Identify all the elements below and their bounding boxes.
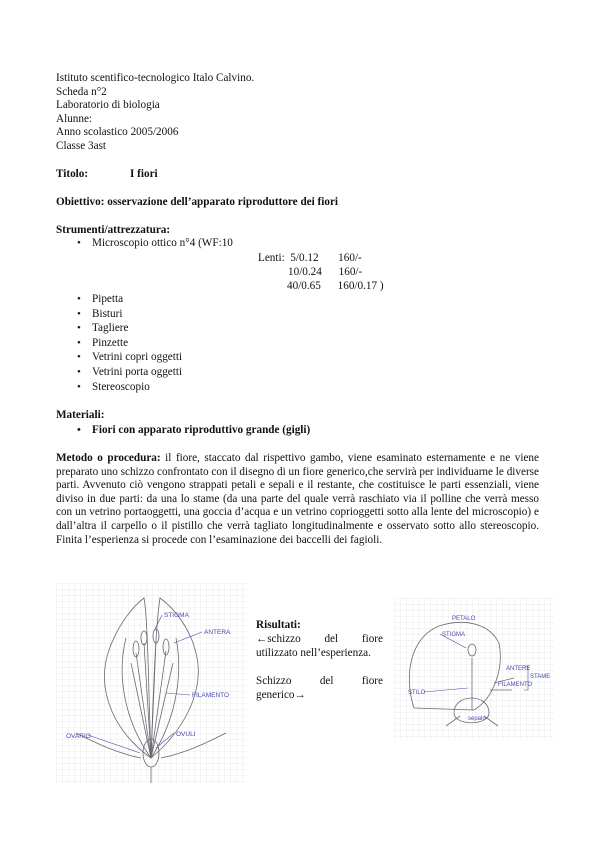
sheet-number: Scheda n°2 bbox=[56, 85, 107, 98]
materials-heading: Materiali: bbox=[56, 409, 105, 421]
title-line bbox=[56, 168, 540, 182]
list-item: • Bisturi bbox=[56, 308, 540, 323]
list-item: • Vetrini copri oggetti bbox=[56, 351, 540, 366]
class-name: Classe 3ast bbox=[56, 139, 107, 152]
results-line-3: Schizzo del fiore bbox=[256, 675, 383, 687]
list-item: • Pinzette bbox=[56, 337, 540, 352]
flower-sketch-left bbox=[56, 583, 246, 783]
label-ovario: OVARIO bbox=[66, 733, 91, 740]
instruments-list bbox=[56, 293, 540, 395]
list-item: • Pipetta bbox=[56, 293, 540, 308]
label-stame: STAME bbox=[530, 674, 551, 680]
title-value: I fiori bbox=[130, 168, 158, 180]
results-section bbox=[256, 618, 383, 702]
list-item: • Tagliere bbox=[56, 322, 540, 337]
label-sepalo: sepalo bbox=[468, 716, 486, 722]
objective: Obiettivo: osservazione dell’apparato riproduttore dei fiori bbox=[56, 196, 339, 208]
list-item: • Vetrini porta oggetti bbox=[56, 366, 540, 381]
results-line-1: ←schizzo del fiore bbox=[256, 633, 383, 645]
label-antera: ANTERA bbox=[204, 629, 231, 636]
results-heading: Risultati: bbox=[256, 619, 301, 631]
label-antere: ANTERE bbox=[506, 666, 531, 672]
lab-name: Laboratorio di biologia bbox=[56, 99, 160, 112]
label-stigma-right: STIGMA bbox=[442, 632, 466, 638]
title-label: Titolo: bbox=[56, 168, 89, 180]
school-name: Istituto scentifico-tecnologico Italo Calvino. bbox=[56, 72, 255, 84]
list-item: • Fiori con apparato riproduttivo grande (gigli) bbox=[56, 424, 540, 439]
label-stilo: STILO bbox=[408, 690, 426, 696]
school-year: Anno scolastico 2005/2006 bbox=[56, 126, 179, 139]
results-line-2: utilizzato nell’esperienza. bbox=[256, 647, 371, 659]
instruments-heading: Strumenti/attrezzatura: bbox=[56, 224, 171, 236]
label-stigma: STIGMA bbox=[164, 612, 189, 619]
lens-line-2: 10/0.24 160/- bbox=[288, 266, 363, 278]
method-text: il fiore, staccato dal rispettivo gambo, viene esaminato esternamente e ne viene preparato uno schizzo confrontato con il disegno di un fiore generico,che servirà per individuarne le diverse parti. Avvenuto ciò vengono strappati petali e sepali e il restante, che costituisce le parti essenziali, viene diviso in due parti: da una lo stame (da una parte del quale verrà raschiato via il polline che verrà messo con un vetrino portaoggetti, una goccia d’acqua e un vetrino coprioggetti sotto alla lente del microscopio) e dall’altra il carpello o il pistillo che verrà tagliato longitudinalmente e osservato sotto allo stereoscopio. Finita l’esperienza si procede con l’esaminazione dei baccelli dei fagioli. bbox=[56, 452, 539, 546]
microscope-item: Microscopio ottico n°4 (WF:10 bbox=[92, 237, 233, 249]
document-header bbox=[56, 72, 540, 154]
label-ovuli: OVULI bbox=[176, 731, 196, 738]
method-paragraph bbox=[56, 452, 539, 547]
flower-sketch-right bbox=[394, 598, 554, 740]
label-filamento-right: FILAMENTO bbox=[498, 682, 533, 688]
materials-list bbox=[56, 424, 540, 439]
students-label: Alunne: bbox=[56, 112, 93, 125]
lens-line-3: 40/0.65 160/0.17 ) bbox=[287, 280, 384, 292]
label-petalo: PETALO bbox=[452, 616, 476, 622]
label-filamento: FILAMENTO bbox=[192, 692, 230, 699]
results-line-4: generico→ bbox=[256, 689, 306, 701]
instruments-microscope bbox=[56, 237, 540, 252]
lens-line-1: Lenti: 5/0.12 160/- bbox=[258, 252, 362, 264]
method-label: Metodo o procedura: bbox=[56, 452, 161, 464]
list-item: • Stereoscopio bbox=[56, 381, 540, 396]
